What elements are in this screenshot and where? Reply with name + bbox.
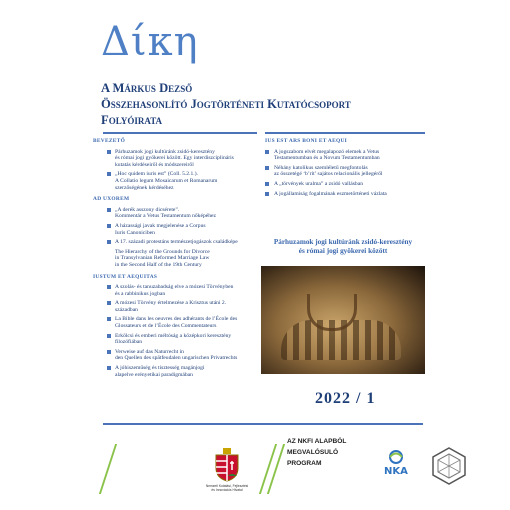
toc-line: A 17. századi protestáns természetjogászok családképe [115, 239, 238, 246]
toc-line: den Quellen des spätfeudalen ungarischen Privatrechts [115, 355, 238, 362]
journal-logo: Δίκη [101, 19, 199, 65]
left-divider [103, 132, 257, 134]
section-heading: IUS EST ARS BONI ET AEQUI [265, 138, 348, 144]
footer-divider [103, 423, 423, 425]
section-ad-uxorem [93, 196, 261, 268]
toc-line: A jogszabom elvét megalapozó elemek a Vetus [274, 148, 380, 155]
toc-item[interactable] [93, 223, 261, 236]
toc-line: Testamentumban és a Novum Testamentumban [274, 155, 380, 162]
toc-item[interactable] [265, 191, 425, 198]
toc-line: Glossateurs et de l’École des Commentateurs [115, 323, 217, 330]
toc-item[interactable] [93, 365, 261, 378]
research-group-emblem-icon [429, 446, 469, 486]
section-iustum [93, 274, 261, 379]
toc-line: szerzőségének kérdéséhez [115, 184, 174, 191]
cover-relief-photo [261, 266, 425, 374]
section-heading: IUSTUM ET AEQUITAS [93, 273, 158, 280]
toc-line: La Bible dans les oeuvres des adhérants de l’École des [115, 316, 238, 323]
toc-line: in Transylvanian Reformed Marriage Law [115, 255, 210, 262]
toc-line: A szolás- és tanuzabadság elve a mózesi Törvényben [115, 284, 234, 291]
toc-line: kutatás kérdéseiről és módszereiről [115, 161, 194, 168]
toc-left-column [93, 138, 261, 381]
journal-title [101, 80, 421, 128]
toc-line: in the Second Half of the 19th Century [115, 261, 202, 268]
toc-item[interactable] [93, 316, 261, 329]
green-slash-3 [267, 444, 285, 494]
toc-line: alapelve erényetikai paradigmában [115, 371, 193, 378]
toc-line: A házassági javak megjelenése a Corpus [115, 222, 206, 229]
title-line-1: A Márkus Dezső [101, 81, 193, 95]
toc-item[interactable] [93, 207, 261, 220]
toc-line: az összetégé ‘b’rít’ sajátos relacionális jellegéről [274, 171, 383, 178]
toc-item[interactable] [93, 333, 261, 346]
issue-number: 2022 / 1 [315, 390, 376, 407]
toc-item[interactable] [93, 284, 261, 297]
toc-item[interactable] [93, 249, 261, 269]
nka-logo-icon [381, 448, 411, 480]
section-bevezeto [93, 138, 261, 191]
toc-line: és a rabbinikus jogban [115, 290, 166, 297]
right-divider [265, 132, 425, 134]
toc-line: Kommentár a Vetus Testamentum nőképéhez [115, 213, 216, 220]
toc-line: és római jogi gyökerei között. Egy interdiszciplináris [115, 155, 234, 162]
toc-line: A „törvények uralma” a zsidó vallásban [274, 180, 363, 187]
toc-item[interactable] [265, 149, 425, 162]
section-heading: BEVEZETŐ [93, 138, 126, 144]
toc-item[interactable] [93, 349, 261, 362]
toc-line: Erkölcsi és emberi méltóság a középkori keresztény [115, 332, 232, 339]
menorah-shape [307, 294, 357, 331]
toc-item[interactable] [93, 149, 261, 169]
toc-line: A jogállamiság fogalmának eszmetörténeti vázlata [274, 190, 387, 197]
green-slash-1 [99, 444, 117, 494]
funding-statement [287, 436, 346, 469]
toc-item[interactable] [265, 181, 425, 188]
hungarian-coat-of-arms-icon [213, 448, 241, 482]
feature-title [263, 238, 423, 256]
funding-line: MEGVALÓSULÓ [287, 449, 339, 456]
nka-logo-label: NKA [384, 466, 408, 477]
toc-line: Iuris Canoniciben [115, 229, 155, 236]
toc-item[interactable] [93, 300, 261, 313]
toc-right-column [265, 138, 425, 200]
toc-line: A mózesi Törvény értelmezése a Krisztus utáni 2. [115, 300, 227, 307]
toc-line: A jóhiszeműség és tisztesség magánjogi [115, 365, 205, 372]
toc-line: Néhány katolikus szemléletű megfontolás [274, 164, 368, 171]
feature-title-line: és római jogi gyökerei között [298, 247, 388, 255]
toc-item[interactable] [93, 171, 261, 191]
journal-cover [85, 8, 425, 502]
gov-line: Nemzeti Kutatási, Fejlesztési [205, 484, 249, 488]
government-agency-name [197, 484, 257, 492]
section-heading: AD UXOREM [93, 196, 130, 203]
toc-line: „A derék asszony dicsérete”. [115, 206, 180, 213]
toc-line: Párhuzamok jogi kultúránk zsidó-keresztény [115, 148, 215, 155]
funding-line: AZ NKFI ALAPBÓL [287, 438, 347, 445]
toc-line: században [115, 306, 138, 313]
gov-line: és Innovációs Hivatal [211, 488, 243, 492]
toc-line: A Collatio legum Mosaicarum et Romanarum [115, 177, 218, 184]
feature-title-line: Párhuzamok jogi kultúránk zsidó-keresztény [273, 238, 413, 246]
toc-item[interactable] [93, 239, 261, 246]
funding-line: PROGRAM [287, 460, 322, 467]
toc-line: Verweise auf das Naturrecht in [115, 348, 184, 355]
toc-line: The Hierarchy of the Grounds for Divorce [115, 248, 210, 255]
toc-line: filozófiában [115, 339, 143, 346]
toc-item[interactable] [265, 165, 425, 178]
title-line-2: Összehasonlító Jogtörténeti Kutatócsoport [101, 97, 351, 111]
title-line-3: Folyóirata [101, 113, 163, 127]
toc-line: „Hoc quidem iuris est” (Coll. 5.2.1.). [115, 171, 198, 178]
